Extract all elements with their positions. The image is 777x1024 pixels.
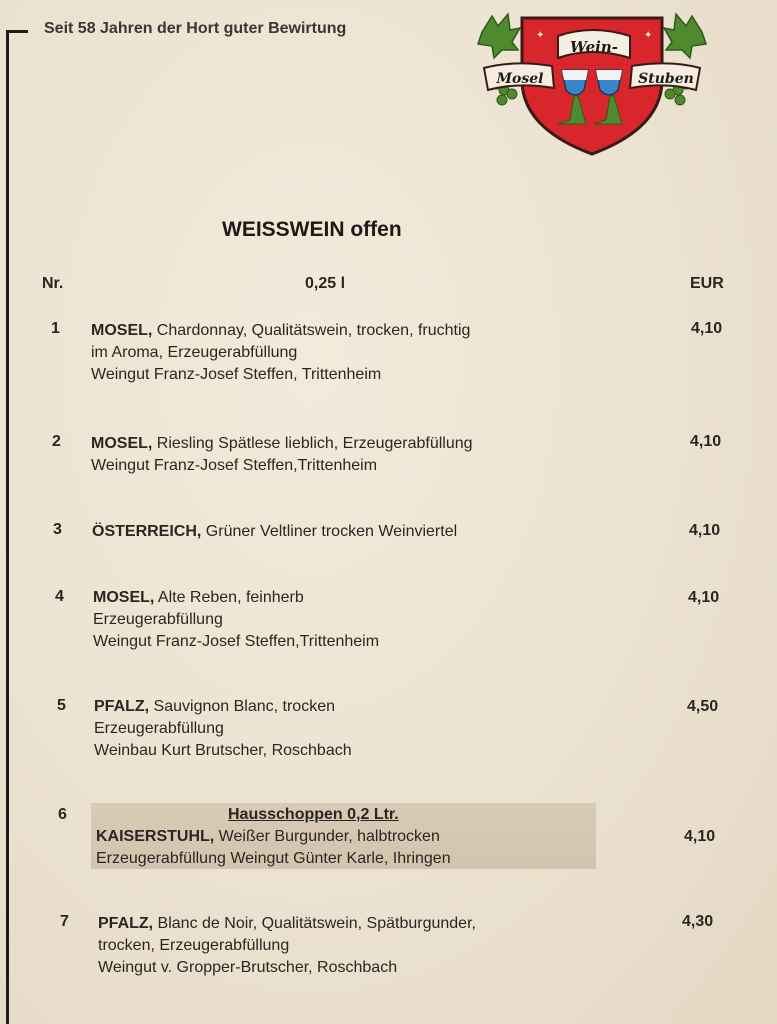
item-line: Weingut Franz-Josef Steffen,Trittenheim	[93, 633, 380, 650]
frame-top-tick	[6, 30, 28, 33]
house-wine-label: Hausschoppen 0,2 Ltr.	[228, 806, 399, 823]
section-title: WEISSWEIN offen	[222, 218, 402, 241]
tagline: Seit 58 Jahren der Hort guter Bewirtung	[44, 20, 347, 37]
frame-vertical-rule	[6, 30, 9, 1024]
item-line: Chardonnay, Qualitätswein, trocken, fruchtig	[152, 322, 471, 339]
item-line: Weingut v. Gropper-Brutscher, Roschbach	[98, 959, 398, 976]
item-region: KAISERSTUHL,	[96, 828, 215, 845]
item-region: PFALZ,	[94, 698, 150, 715]
item-region: PFALZ,	[98, 915, 154, 932]
item-price: 4,10	[690, 433, 722, 450]
menu-item-4	[93, 587, 379, 653]
menu-item-3	[92, 521, 457, 543]
item-number: 1	[51, 320, 60, 337]
item-line: Weinbau Kurt Brutscher, Roschbach	[94, 742, 352, 759]
item-price: 4,50	[687, 698, 719, 715]
logo-word-top: Wein-	[570, 38, 618, 56]
column-header-currency: EUR	[690, 275, 724, 292]
item-number: 6	[58, 806, 67, 823]
item-price: 4,10	[684, 828, 716, 845]
menu-item-1	[91, 320, 470, 386]
mosel-weinstuben-logo	[474, 10, 710, 160]
item-price: 4,10	[688, 589, 720, 606]
item-line: Weingut Franz-Josef Steffen, Trittenheim	[91, 366, 382, 383]
item-region: MOSEL,	[91, 435, 153, 452]
star-icon: ✦	[536, 30, 545, 41]
item-region: ÖSTERREICH,	[92, 523, 202, 540]
item-number: 3	[53, 521, 62, 538]
item-price: 4,10	[689, 522, 721, 539]
item-number: 4	[55, 588, 64, 605]
column-header-number: Nr.	[42, 275, 64, 292]
logo-word-left: Mosel	[496, 71, 544, 87]
item-line: im Aroma, Erzeugerabfüllung	[91, 344, 298, 361]
grape-leaf-icon	[478, 14, 520, 105]
item-number: 7	[60, 913, 69, 930]
star-icon: ✦	[644, 30, 653, 41]
menu-item-2	[91, 433, 473, 477]
item-line: Weingut Franz-Josef Steffen,Trittenheim	[91, 457, 378, 474]
item-line: Sauvignon Blanc, trocken	[149, 698, 335, 715]
item-line: Blanc de Noir, Qualitätswein, Spätburgunder,	[153, 915, 476, 932]
item-price: 4,30	[682, 913, 714, 930]
menu-item-5	[94, 696, 352, 762]
item-line: Erzeugerabfüllung Weingut Günter Karle, Ihringen	[96, 850, 451, 867]
item-line: Alte Reben, feinherb	[154, 589, 304, 606]
item-line: Erzeugerabfüllung	[93, 611, 223, 628]
menu-item-6	[96, 826, 451, 870]
item-line: Weißer Burgunder, halbtrocken	[214, 828, 440, 845]
item-price: 4,10	[691, 320, 723, 337]
item-region: MOSEL,	[93, 589, 155, 606]
item-region: MOSEL,	[91, 322, 153, 339]
column-header-size: 0,25 l	[305, 275, 346, 292]
item-line: trocken, Erzeugerabfüllung	[98, 937, 290, 954]
item-number: 2	[52, 433, 61, 450]
item-number: 5	[57, 697, 66, 714]
item-line: Riesling Spätlese lieblich, Erzeugerabfüllung	[152, 435, 473, 452]
menu-item-7	[98, 913, 476, 979]
item-line: Grüner Veltliner trocken Weinviertel	[201, 523, 458, 540]
grape-leaf-icon	[664, 14, 706, 105]
logo-word-right: Stuben	[638, 71, 694, 87]
item-line: Erzeugerabfüllung	[94, 720, 224, 737]
